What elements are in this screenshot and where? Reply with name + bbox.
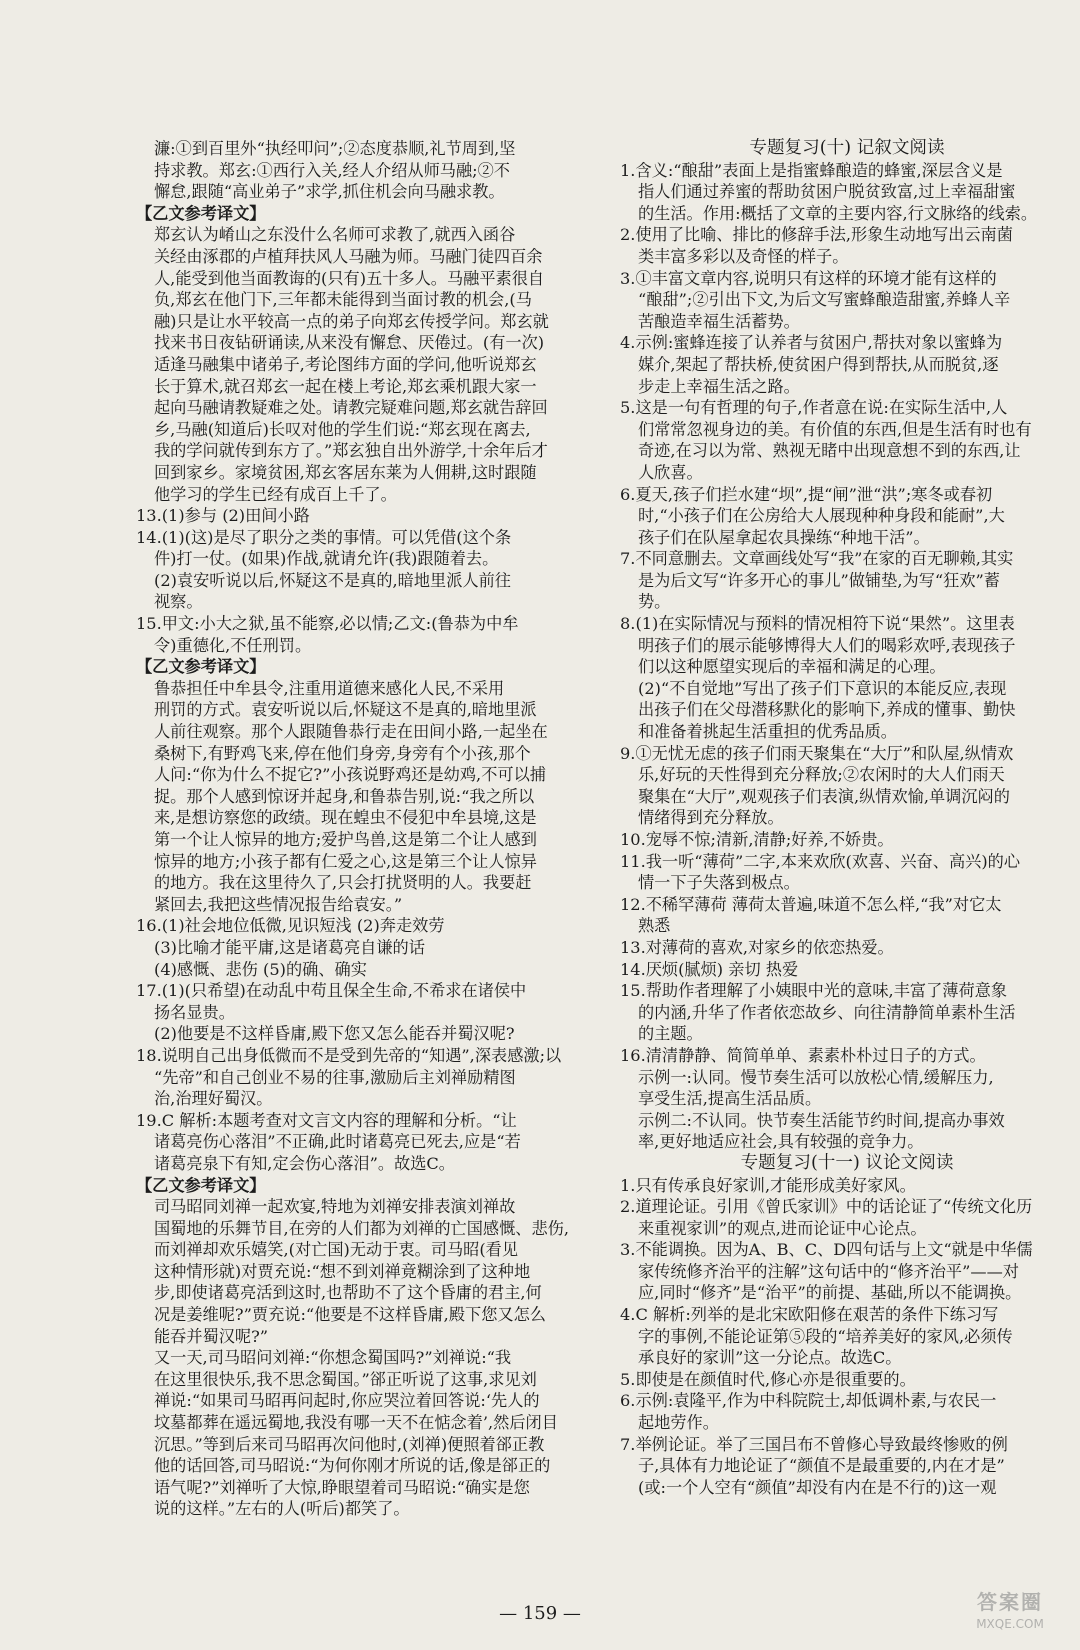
text-line: 3.①丰富文章内容,说明只有这样的环境才能有这样的 <box>620 268 997 288</box>
text-line: 示例一:认同。慢节奏生活可以放松心情,缓解压力, <box>638 1067 994 1087</box>
text-line: 熟悉 <box>638 916 671 936</box>
text-line: 4.示例:蜜蜂连接了认养者与贫困户,帮扶对象以蜜蜂为 <box>620 333 1003 353</box>
text-line: (2)“不自觉地”写出了孩子们下意识的本能反应,表现 <box>638 678 1007 698</box>
text-line: 2.道理论证。引用《曾氏家训》中的话论证了“传统文化历 <box>620 1197 1033 1217</box>
section-heading: 【乙文参考译文】 <box>136 1175 266 1195</box>
watermark-logo-text: 答案圈 <box>977 1590 1043 1614</box>
text-line: 步,即使诸葛亮活到这时,也帮助不了这个昏庸的君主,何 <box>154 1283 542 1303</box>
text-line: 11.我一听“薄荷”二字,本来欢欣(欢喜、兴奋、高兴)的心 <box>620 851 1021 871</box>
text-line: 况是姜维呢?”贾充说:“他要是不这样昏庸,殿下您又怎么 <box>154 1305 546 1325</box>
text-line: 明孩子们的展示能够博得大人们的喝彩欢呼,表现孩子 <box>638 635 1016 655</box>
text-line: 2.使用了比喻、排比的修辞手法,形象生动地写出云南菌 <box>620 225 1013 245</box>
text-line: 17.(1)(只希望)在动乱中苟且保全生命,不希求在诸侯中 <box>136 981 527 1001</box>
text-line: 应,同时“修齐”是“治平”的前提、基础,所以不能调换。 <box>638 1283 1022 1303</box>
text-line: 字的事例,不能论证第⑤段的“培养美好的家风,必须传 <box>638 1326 1013 1346</box>
text-line: 18.说明自己出身低微而不是受到先帝的“知遇”,深表感激;以 <box>136 1045 562 1065</box>
text-line: 13.对薄荷的喜欢,对家乡的依恋热爱。 <box>620 937 894 957</box>
text-line: 情绪得到充分释放。 <box>638 808 784 828</box>
text-line: 令)重德化,不任刑罚。 <box>154 635 312 655</box>
text-line: 1.含义:“酿甜”表面上是指蜜蜂酿造的蜂蜜,深层含义是 <box>620 160 1003 180</box>
text-line: 刑罚的方式。袁安听说以后,怀疑这不是真的,暗地里派 <box>154 700 537 720</box>
text-line: 适逢马融集中诸弟子,考论图纬方面的学问,他听说郑玄 <box>154 354 537 374</box>
text-line: 12.不稀罕薄荷 薄荷太普遍,味道不怎么样,“我”对它太 <box>620 894 1002 914</box>
text-line: 人问:“你为什么不捉它?”小孩说野鸡还是幼鸡,不可以捕 <box>154 765 546 785</box>
text-line: 7.不同意删去。文章画线处写“我”在家的百无聊赖,其实 <box>620 549 1014 569</box>
text-line: 14.厌烦(腻烦) 亲切 热爱 <box>620 959 799 979</box>
text-line: 3.不能调换。因为A、B、C、D四句话与上文“就是中华儒 <box>620 1240 1033 1260</box>
text-line: 指人们通过养蜜的帮助贫困户脱贫致富,过上幸福甜蜜 <box>638 182 1016 202</box>
text-line: 件)打一仗。(如果)作战,就请允许(我)跟随着去。 <box>154 549 499 569</box>
text-line: 持求教。郑玄:①西行入关,经人介绍从师马融;②不 <box>154 160 510 180</box>
text-line: “酿甜”;②引出下文,为后文写蜜蜂酿造甜蜜,养蜂人辛 <box>638 290 1011 310</box>
text-line: 乡,马融(知道后)长叹对他的学生们说:“郑玄现在离去, <box>154 419 531 439</box>
text-line: 又一天,司马昭问刘禅:“你想念蜀国吗?”刘禅说:“我 <box>154 1348 512 1368</box>
section-title: 专题复习(十) 记叙文阅读 <box>749 138 945 158</box>
text-line: 时,“小孩子们在公房给大人展现种种身段和能耐”,大 <box>638 506 1005 526</box>
text-line: 5.即使是在颜值时代,修心亦是很重要的。 <box>620 1369 916 1389</box>
text-line: 捉。那个人感到惊讶并起身,和鲁恭告别,说:“我之所以 <box>154 786 535 806</box>
text-line: 奇迹,在习以为常、熟视无睹中出现意想不到的东西,让 <box>638 441 1021 461</box>
text-line: 的主题。 <box>638 1024 703 1044</box>
text-line: 桑树下,有野鸡飞来,停在他们身旁,身旁有个小孩,那个 <box>154 743 531 763</box>
text-line: 禅说:“如果司马昭再问起时,你应哭泣着回答说:‘先人的 <box>154 1391 540 1411</box>
text-line: 司马昭同刘禅一起欢宴,特地为刘禅安排表演刘禅故 <box>154 1197 516 1217</box>
text-line: 起地劳作。 <box>638 1413 719 1433</box>
text-line: 1.只有传承良好家训,才能形成美好家风。 <box>620 1175 916 1195</box>
text-line: 沉思。”等到后来司马昭再次问他时,(刘禅)便照着郤正教 <box>154 1434 545 1454</box>
text-line: (3)比喻才能平庸,这是诸葛亮自谦的话 <box>154 937 425 957</box>
text-line: 他的话回答,司马昭说:“为何你刚才所说的话,像是郤正的 <box>154 1456 551 1476</box>
text-line: 语气呢?”刘禅听了大惊,睁眼望着司马昭说:“确实是您 <box>154 1477 530 1497</box>
text-line: 诸葛亮伤心落泪”不正确,此时诸葛亮已死去,应是“若 <box>154 1132 521 1152</box>
text-line: 6.示例:袁隆平,作为中科院院士,却低调朴素,与农民一 <box>620 1391 997 1411</box>
text-line: 懈怠,跟随“高业弟子”求学,抓住机会向马融求教。 <box>154 182 505 202</box>
text-line: 紧回去,我把这些情况报告给袁安。” <box>154 894 403 914</box>
text-line: 5.这是一句有哲理的句子,作者意在说:在实际生活中,人 <box>620 398 1008 418</box>
text-line: 说的这样。”左右的人(听后)都笑了。 <box>154 1499 410 1519</box>
text-line: 7.举例论证。举了三国吕布不曾修心导致最终惨败的例 <box>620 1434 1008 1454</box>
text-line: 8.(1)在实际情况与预料的情况相符下说“果然”。这里表 <box>620 614 1015 634</box>
text-line: 们以这种愿望实现后的幸福和满足的心理。 <box>638 657 946 677</box>
text-line: (或:一个人空有“颜值”却没有内在是不行的)这一观 <box>638 1477 997 1497</box>
text-line: 的地方。我在这里待久了,只会打扰贤明的人。我要赶 <box>154 873 532 893</box>
text-line: 负,郑玄在他门下,三年都未能得到当面讨教的机会,(马 <box>154 290 532 310</box>
text-line: 郑玄认为崤山之东没什么名师可求教了,就西入函谷 <box>154 225 516 245</box>
text-line: 15.甲文:小大之狱,虽不能察,必以情;乙文:(鲁恭为中牟 <box>136 614 519 634</box>
text-line: 视察。 <box>154 592 203 612</box>
text-line: 率,更好地适应社会,具有较强的竞争力。 <box>638 1132 924 1152</box>
watermark-logo <box>954 1588 1066 1640</box>
text-line: 人前往观察。那个人跟随鲁恭行走在田间小路,一起坐在 <box>154 722 548 742</box>
text-line: 融)只是让水平较高一点的弟子向郑玄传授学问。郑玄就 <box>154 311 549 331</box>
text-line: 找来书日夜钻研诵读,从来没有懈怠、厌倦过。(有一次) <box>154 333 545 353</box>
left-column <box>136 138 606 1520</box>
text-line: 回到家乡。家境贫困,郑玄客居东莱为人佣耕,这时跟随 <box>154 462 537 482</box>
section-heading: 【乙文参考译文】 <box>136 203 266 223</box>
text-line: 4.C 解析:列举的是北宋欧阳修在艰苦的条件下练习写 <box>620 1305 999 1325</box>
text-line: 承良好的家训”这一分论点。故选C。 <box>638 1348 902 1368</box>
text-line: 9.①无忧无虑的孩子们雨天聚集在“大厅”和队屋,纵情欢 <box>620 743 1014 763</box>
text-line: 们常常忽视身边的美。有价值的东西,但是生活有时也有 <box>638 419 1032 439</box>
text-line: 子,具体有力地论证了“颜值不是最重要的,内在才是” <box>638 1456 1005 1476</box>
text-line: 在这里很快乐,我不思念蜀国。”郤正听说了这事,求见刘 <box>154 1369 537 1389</box>
text-line: 第一个让人惊异的地方;爱护鸟兽,这是第二个让人感到 <box>154 830 537 849</box>
text-line: 享受生活,提高生活品质。 <box>638 1089 822 1109</box>
text-line: (2)他要是不这样昏庸,殿下您又怎么能吞并蜀汉呢? <box>154 1024 515 1044</box>
text-line: 来重视家训”的观点,进而论证中心论点。 <box>638 1218 927 1238</box>
text-line: 能吞并蜀汉呢?” <box>154 1326 269 1346</box>
text-line: 诸葛亮泉下有知,定会伤心落泪”。故选C。 <box>154 1153 455 1173</box>
text-line: 起向马融请教疑难之处。请教完疑难问题,郑玄就告辞回 <box>154 398 548 418</box>
text-line: 13.(1)参与 (2)田间小路 <box>136 506 310 526</box>
text-line: 我的学问就传到东方了。”郑玄独自出外游学,十余年后才 <box>154 441 548 461</box>
text-line: 步走上幸福生活之路。 <box>638 376 800 396</box>
text-line: 濂:①到百里外“执经叩问”;②态度恭顺,礼节周到,坚 <box>154 139 516 158</box>
text-line: 15.帮助作者理解了小姨眼中光的意味,丰富了薄荷意象 <box>620 981 1008 1001</box>
text-line: 这种情形就)对贾充说:“想不到刘禅竟糊涂到了这种地 <box>154 1261 531 1281</box>
text-line: 10.宠辱不惊;清新,清静;好养,不娇贵。 <box>620 830 894 849</box>
text-line: 关经由涿郡的卢植拜扶风人马融为师。马融门徒四百余 <box>154 246 543 266</box>
text-line: 6.夏天,孩子们拦水建“坝”,提“闸”泄“洪”;寒冬或春初 <box>620 484 993 504</box>
text-line: 势。 <box>638 592 671 612</box>
text-line: (2)袁安听说以后,怀疑这不是真的,暗地里派人前往 <box>154 570 511 590</box>
text-line: 出孩子们在父母潜移默化的影响下,养成的懂事、勤快 <box>638 700 1016 720</box>
text-line: 治,治理好蜀汉。 <box>154 1089 273 1109</box>
text-line: 媒介,架起了帮扶桥,使贫困户得到帮扶,从而脱贫,逐 <box>638 354 999 374</box>
text-line: 鲁恭担任中牟县令,注重用道德来感化人民,不采用 <box>154 678 505 698</box>
text-line: 人欣喜。 <box>638 462 703 482</box>
section-title: 专题复习(十一) 议论文阅读 <box>740 1152 954 1173</box>
text-line: 人,能受到他当面教诲的(只有)五十多人。马融平素很自 <box>154 268 545 288</box>
text-line: “先帝”和自己创业不易的往事,激励后主刘禅励精图 <box>154 1067 516 1087</box>
section-heading: 【乙文参考译文】 <box>136 657 266 677</box>
text-line: 和准备着挑起生活重担的优秀品质。 <box>638 722 897 742</box>
text-line: 14.(1)(这)是尽了职分之类的事情。可以凭借(这个条 <box>136 527 512 547</box>
text-line: 国蜀地的乐舞节目,在旁的人们都为刘禅的亡国感慨、悲伤, <box>154 1218 569 1238</box>
text-line: 长于算术,就召郑玄一起在楼上考论,郑玄乘机跟大家一 <box>154 376 537 396</box>
text-line: 19.C 解析:本题考查对文言文内容的理解和分析。“让 <box>136 1110 517 1130</box>
text-line: 来,是想访察您的政绩。现在蝗虫不侵犯中牟县境,这是 <box>154 808 537 828</box>
text-line: 的生活。作用:概括了文章的主要内容,行文脉络的线索。 <box>638 203 1038 223</box>
text-line: 16.清清静静、简简单单、素素朴朴过日子的方式。 <box>620 1045 986 1065</box>
text-line: 乐,好玩的天性得到充分释放;②农闲时的大人们雨天 <box>638 765 1005 785</box>
text-line: 孩子们在队屋拿起农具操练“种地干活”。 <box>638 527 930 547</box>
text-line: (4)感慨、悲伤 (5)的确、确实 <box>154 959 367 979</box>
text-line: 聚集在“大厅”,观观孩子们表演,纵情欢愉,单调沉闷的 <box>638 786 1010 806</box>
text-line: 惊异的地方;小孩子都有仁爱之心,这是第三个让人惊异 <box>154 851 537 871</box>
text-line: 的内涵,升华了作者依恋故乡、向往清静简单素朴生活 <box>638 1002 1016 1022</box>
text-line: 是为后文写“许多开心的事儿”做铺垫,为写“狂欢”蓄 <box>638 570 1000 590</box>
right-column <box>620 138 1074 1498</box>
text-line: 家传统修齐治平的注解”这句话中的“修齐治平”——对 <box>638 1261 1019 1281</box>
text-line: 而刘禅却欢乐嬉笑,(对亡国)无动于衷。司马昭(看见 <box>154 1240 519 1260</box>
text-line: 16.(1)社会地位低微,见识短浅 (2)奔走效劳 <box>136 916 445 936</box>
text-line: 示例二:不认同。快节奏生活能节约时间,提高办事效 <box>638 1110 1005 1130</box>
text-line: 他学习的学生已经有成百上千了。 <box>154 484 397 504</box>
text-line: 扬名显贵。 <box>154 1002 235 1022</box>
text-line: 坟墓都葬在遥远蜀地,我没有哪一天不在惦念着’,然后闭目 <box>154 1413 558 1433</box>
text-line: 情一下子失落到极点。 <box>638 873 800 893</box>
text-line: 苦酿造幸福生活蓄势。 <box>638 311 800 331</box>
watermark-url: MXQE.COM <box>976 1617 1044 1631</box>
page-number: — 159 — <box>499 1603 581 1624</box>
text-line: 类丰富多彩以及奇怪的样子。 <box>638 246 849 266</box>
